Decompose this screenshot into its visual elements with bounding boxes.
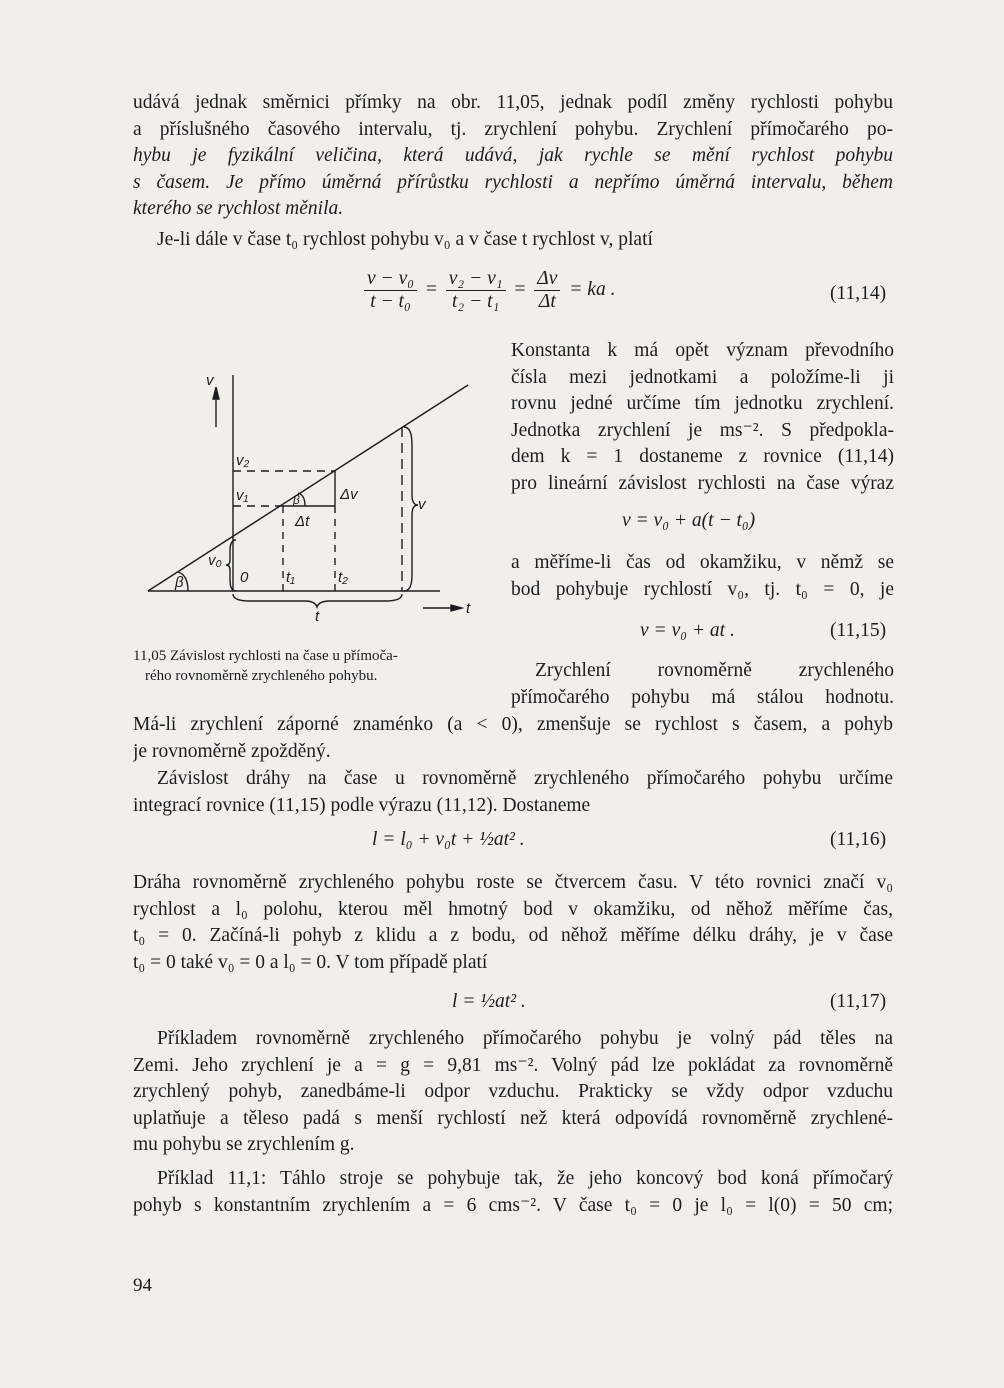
- text-line: t₀ = 0. Začíná-li pohyb z klidu a z bodu, od něhož měříme délku dráhy, je v čase: [133, 925, 893, 946]
- text-line: Jednotka zrychlení je ms⁻². S předpokla-: [511, 419, 894, 441]
- label-t-axis: t: [466, 600, 471, 617]
- equation-tail: = ka .: [569, 278, 616, 300]
- paragraph-konstanta: [511, 338, 894, 497]
- paragraph-priklad: [133, 1026, 893, 1159]
- equation-11-15: v = v₀ + at .: [640, 620, 735, 641]
- equation-linear: v = v₀ + a(t − t₀): [622, 510, 756, 531]
- numerator: Δv: [534, 268, 560, 291]
- denominator: t₂ − t₁: [451, 291, 500, 312]
- text-line: je rovnoměrně zpožděný.: [133, 740, 331, 762]
- v-brace: [404, 427, 418, 591]
- equation-number: (11,15): [830, 620, 887, 641]
- text-line: Příklad 11,1: Táhlo stroje se pohybuje tak, že jeho koncový bod koná přímočarý: [157, 1168, 893, 1189]
- velocity-time-diagram: [140, 365, 500, 630]
- text-line: Je-li dále v čase t₀ rychlost pohybu v₀ a v čase t rychlost v, platí: [157, 229, 653, 250]
- paragraph-jeli: [133, 227, 893, 254]
- text-line: přímočarého pohybu má stálou hodnotu.: [511, 686, 894, 708]
- text-line: a příslušného časového intervalu, tj. zrychlení pohybu. Zrychlení přímočarého po-: [133, 118, 893, 140]
- v-arrow-head: [213, 387, 219, 399]
- numerator: v₂ − v₁: [446, 268, 506, 291]
- equation-11-16: l = l₀ + v₀t + ½at² .: [372, 829, 525, 850]
- paragraph-merime: [511, 550, 894, 603]
- text-line: dem k = 1 dostaneme z rovnice (11,14): [511, 446, 894, 467]
- paragraph-draha: [133, 870, 893, 976]
- fraction: [446, 268, 506, 313]
- text-line: hybu je fyzikální veličina, která udává, jak rychle se mění rychlost pohybu: [133, 145, 893, 166]
- label-v1: v₁: [236, 487, 249, 504]
- denominator: Δt: [538, 291, 556, 312]
- label-t1: t₁: [286, 569, 295, 586]
- label-dt: Δt: [295, 513, 310, 530]
- text-line: Příkladem rovnoměrně zrychleného přímočarého pohybu je volný pád těles na: [157, 1028, 893, 1049]
- label-origin: 0: [240, 569, 249, 586]
- paragraph-mali: [133, 712, 893, 765]
- label-beta-small: β: [293, 493, 300, 507]
- text-line: mu pohybu se zrychlením g.: [133, 1134, 355, 1155]
- text-line: Dráha rovnoměrně zrychleného pohybu roste se čtvercem času. V této rovnici značí v₀: [133, 872, 893, 893]
- text-line: Zemi. Jeho zrychlení je a = g = 9,81 ms⁻². Volný pád lze pokládat za rovnoměrně: [133, 1054, 893, 1076]
- denominator: t − t₀: [370, 291, 411, 312]
- label-t2: t₂: [338, 569, 348, 586]
- text-line: rychlost a l₀ polohu, kterou měl hmotný bod v okamžiku, od něhož měříme čas,: [133, 898, 893, 920]
- text-line: integrací rovnice (11,15) podle výrazu (11,12). Dostaneme: [133, 794, 591, 816]
- label-v-axis: v: [206, 372, 214, 389]
- equation-number: (11,17): [830, 991, 887, 1012]
- label-v0: v₀: [208, 552, 222, 569]
- page-number: 94: [133, 1275, 152, 1296]
- text-line: pohyb s konstantním zrychlením a = 6 cms⁻². V čase t₀ = 0 je l₀ = l(0) = 50 cm;: [133, 1194, 893, 1216]
- label-dv: Δv: [340, 486, 358, 503]
- equation-number: (11,14): [830, 283, 887, 304]
- t-arrow-head: [451, 605, 462, 611]
- text-line: Závislost dráhy na čase u rovnoměrně zrychleného přímočarého pohybu určíme: [157, 768, 893, 789]
- label-v2: v₂: [236, 452, 250, 469]
- t-brace: [233, 594, 402, 607]
- caption-line: rého rovnoměrně zrychleného pohybu.: [145, 668, 378, 684]
- text-line: uplatňuje a těleso padá s menší rychlostí než která odpovídá rovnoměrně zrychlené-: [133, 1107, 893, 1129]
- text-line: čísla mezi jednotkami a položíme-li ji: [511, 366, 894, 388]
- fraction: [364, 268, 417, 313]
- paragraph-acceleration-definition: [133, 90, 893, 223]
- figure-caption: [133, 646, 493, 686]
- label-t-brace: t: [315, 608, 320, 625]
- paragraph-zrychleni: [511, 658, 894, 711]
- label-v-brace: v: [418, 496, 426, 513]
- numerator: v − v₀: [364, 268, 417, 291]
- text-line: Zrychlení rovnoměrně zrychleného: [535, 660, 894, 681]
- text-line: rovnu jedné určíme tím jednotku zrychlení.: [511, 393, 894, 414]
- text-line: Má-li zrychlení záporné znaménko (a < 0), zmenšuje se rychlost s časem, a pohyb: [133, 714, 893, 735]
- v0-brace: [226, 540, 236, 591]
- text-line: s časem. Je přímo úměrná přírůstku rychlosti a nepřímo úměrná intervalu, během: [133, 171, 893, 193]
- paragraph-zavislost: [133, 766, 893, 819]
- text-line: bod pohybuje rychlostí v₀, tj. t₀ = 0, je: [511, 578, 894, 600]
- equation-11-17: l = ½at² .: [452, 991, 526, 1012]
- paragraph-example: [133, 1166, 893, 1219]
- text-line: a měříme-li čas od okamžiku, v němž se: [511, 552, 894, 573]
- velocity-line: [148, 385, 468, 591]
- text-line: t₀ = 0 také v₀ = 0 a l₀ = 0. V tom případě platí: [133, 951, 488, 973]
- equation-number: (11,16): [830, 829, 887, 850]
- fraction: [534, 268, 560, 313]
- text-line: udává jednak směrnici přímky na obr. 11,05, jednak podíl změny rychlosti pohybu: [133, 92, 893, 113]
- caption-line: 11,05 Závislost rychlosti na čase u přímoča-: [133, 648, 398, 664]
- text-line: pro lineární závislost rychlosti na čase výraz: [511, 472, 894, 494]
- label-beta: β: [175, 574, 184, 591]
- equation-11-14: $\frac{\text{v − v₀}}{\text{t − t₀}}$ = $\frac{\text{v₂ − v₁}}{\text{t₂ − t₁}}$ = $\frac{\Delta v}{\Delta t}$ = ka .: [360, 268, 615, 313]
- text-line: kterého se rychlost měnila.: [133, 198, 344, 219]
- text-line: zrychlený pohyb, zanedbáme-li odpor vzduchu. Prakticky se vždy odpor vzduchu: [133, 1081, 893, 1102]
- text-line: Konstanta k má opět význam převodního: [511, 340, 894, 361]
